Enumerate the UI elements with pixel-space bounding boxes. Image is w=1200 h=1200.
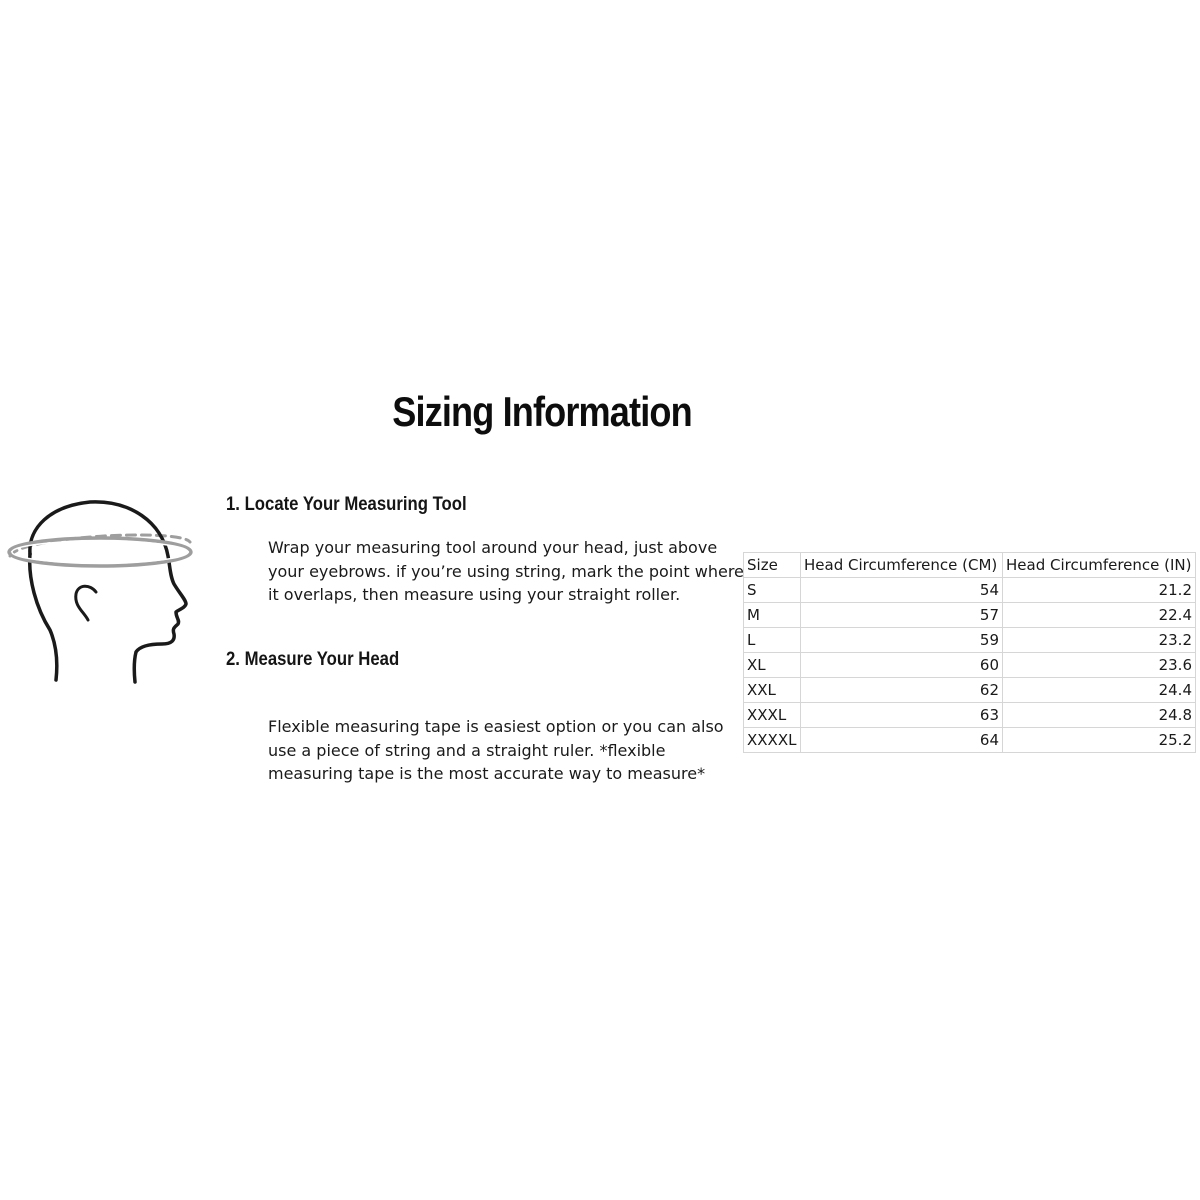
- table-row: [744, 703, 1196, 728]
- cm-cell: 60: [801, 653, 1003, 678]
- step-2-heading: 2. Measure Your Head: [226, 649, 400, 670]
- size-chart-table: [743, 552, 1196, 753]
- cm-cell: 62: [801, 678, 1003, 703]
- header-cm: Head Circumference (CM): [801, 553, 1003, 578]
- in-cell: 23.6: [1003, 653, 1196, 678]
- cm-cell: 54: [801, 578, 1003, 603]
- header-in: Head Circumference (IN): [1003, 553, 1196, 578]
- head-measurement-icon: [0, 488, 200, 688]
- size-cell: XXXXL: [744, 728, 801, 753]
- table-row: [744, 628, 1196, 653]
- neck-back-outline: [30, 554, 57, 680]
- tape-inner: [12, 541, 188, 563]
- ear-outline: [76, 586, 96, 620]
- tape-front: [9, 538, 191, 566]
- size-cell: M: [744, 603, 801, 628]
- step-2-text: Flexible measuring tape is easiest option or you can also use a piece of string and a straight ruler. *flexible measuring tape is the most accurate way to measure*: [268, 717, 724, 783]
- header-size: Size: [744, 553, 801, 578]
- cm-cell: 64: [801, 728, 1003, 753]
- in-cell: 22.4: [1003, 603, 1196, 628]
- cm-cell: 63: [801, 703, 1003, 728]
- in-cell: 24.8: [1003, 703, 1196, 728]
- in-cell: 23.2: [1003, 628, 1196, 653]
- size-cell: XXL: [744, 678, 801, 703]
- in-cell: 24.4: [1003, 678, 1196, 703]
- head-outline: [30, 502, 186, 682]
- cm-cell: 57: [801, 603, 1003, 628]
- size-cell: S: [744, 578, 801, 603]
- size-cell: XL: [744, 653, 801, 678]
- table-header-row: [744, 553, 1196, 578]
- in-cell: 21.2: [1003, 578, 1196, 603]
- page-title: Sizing Information: [392, 388, 692, 435]
- size-cell: XXXL: [744, 703, 801, 728]
- size-cell: L: [744, 628, 801, 653]
- table-row: [744, 728, 1196, 753]
- table-row: [744, 678, 1196, 703]
- in-cell: 25.2: [1003, 728, 1196, 753]
- table-row: [744, 578, 1196, 603]
- step-1-text: Wrap your measuring tool around your head, just above your eyebrows. if you’re using string, mark the point where it overlaps, then measure using your straight roller.: [268, 538, 744, 604]
- table-row: [744, 653, 1196, 678]
- table-row: [744, 603, 1196, 628]
- step-1-heading: 1. Locate Your Measuring Tool: [226, 494, 467, 515]
- cm-cell: 59: [801, 628, 1003, 653]
